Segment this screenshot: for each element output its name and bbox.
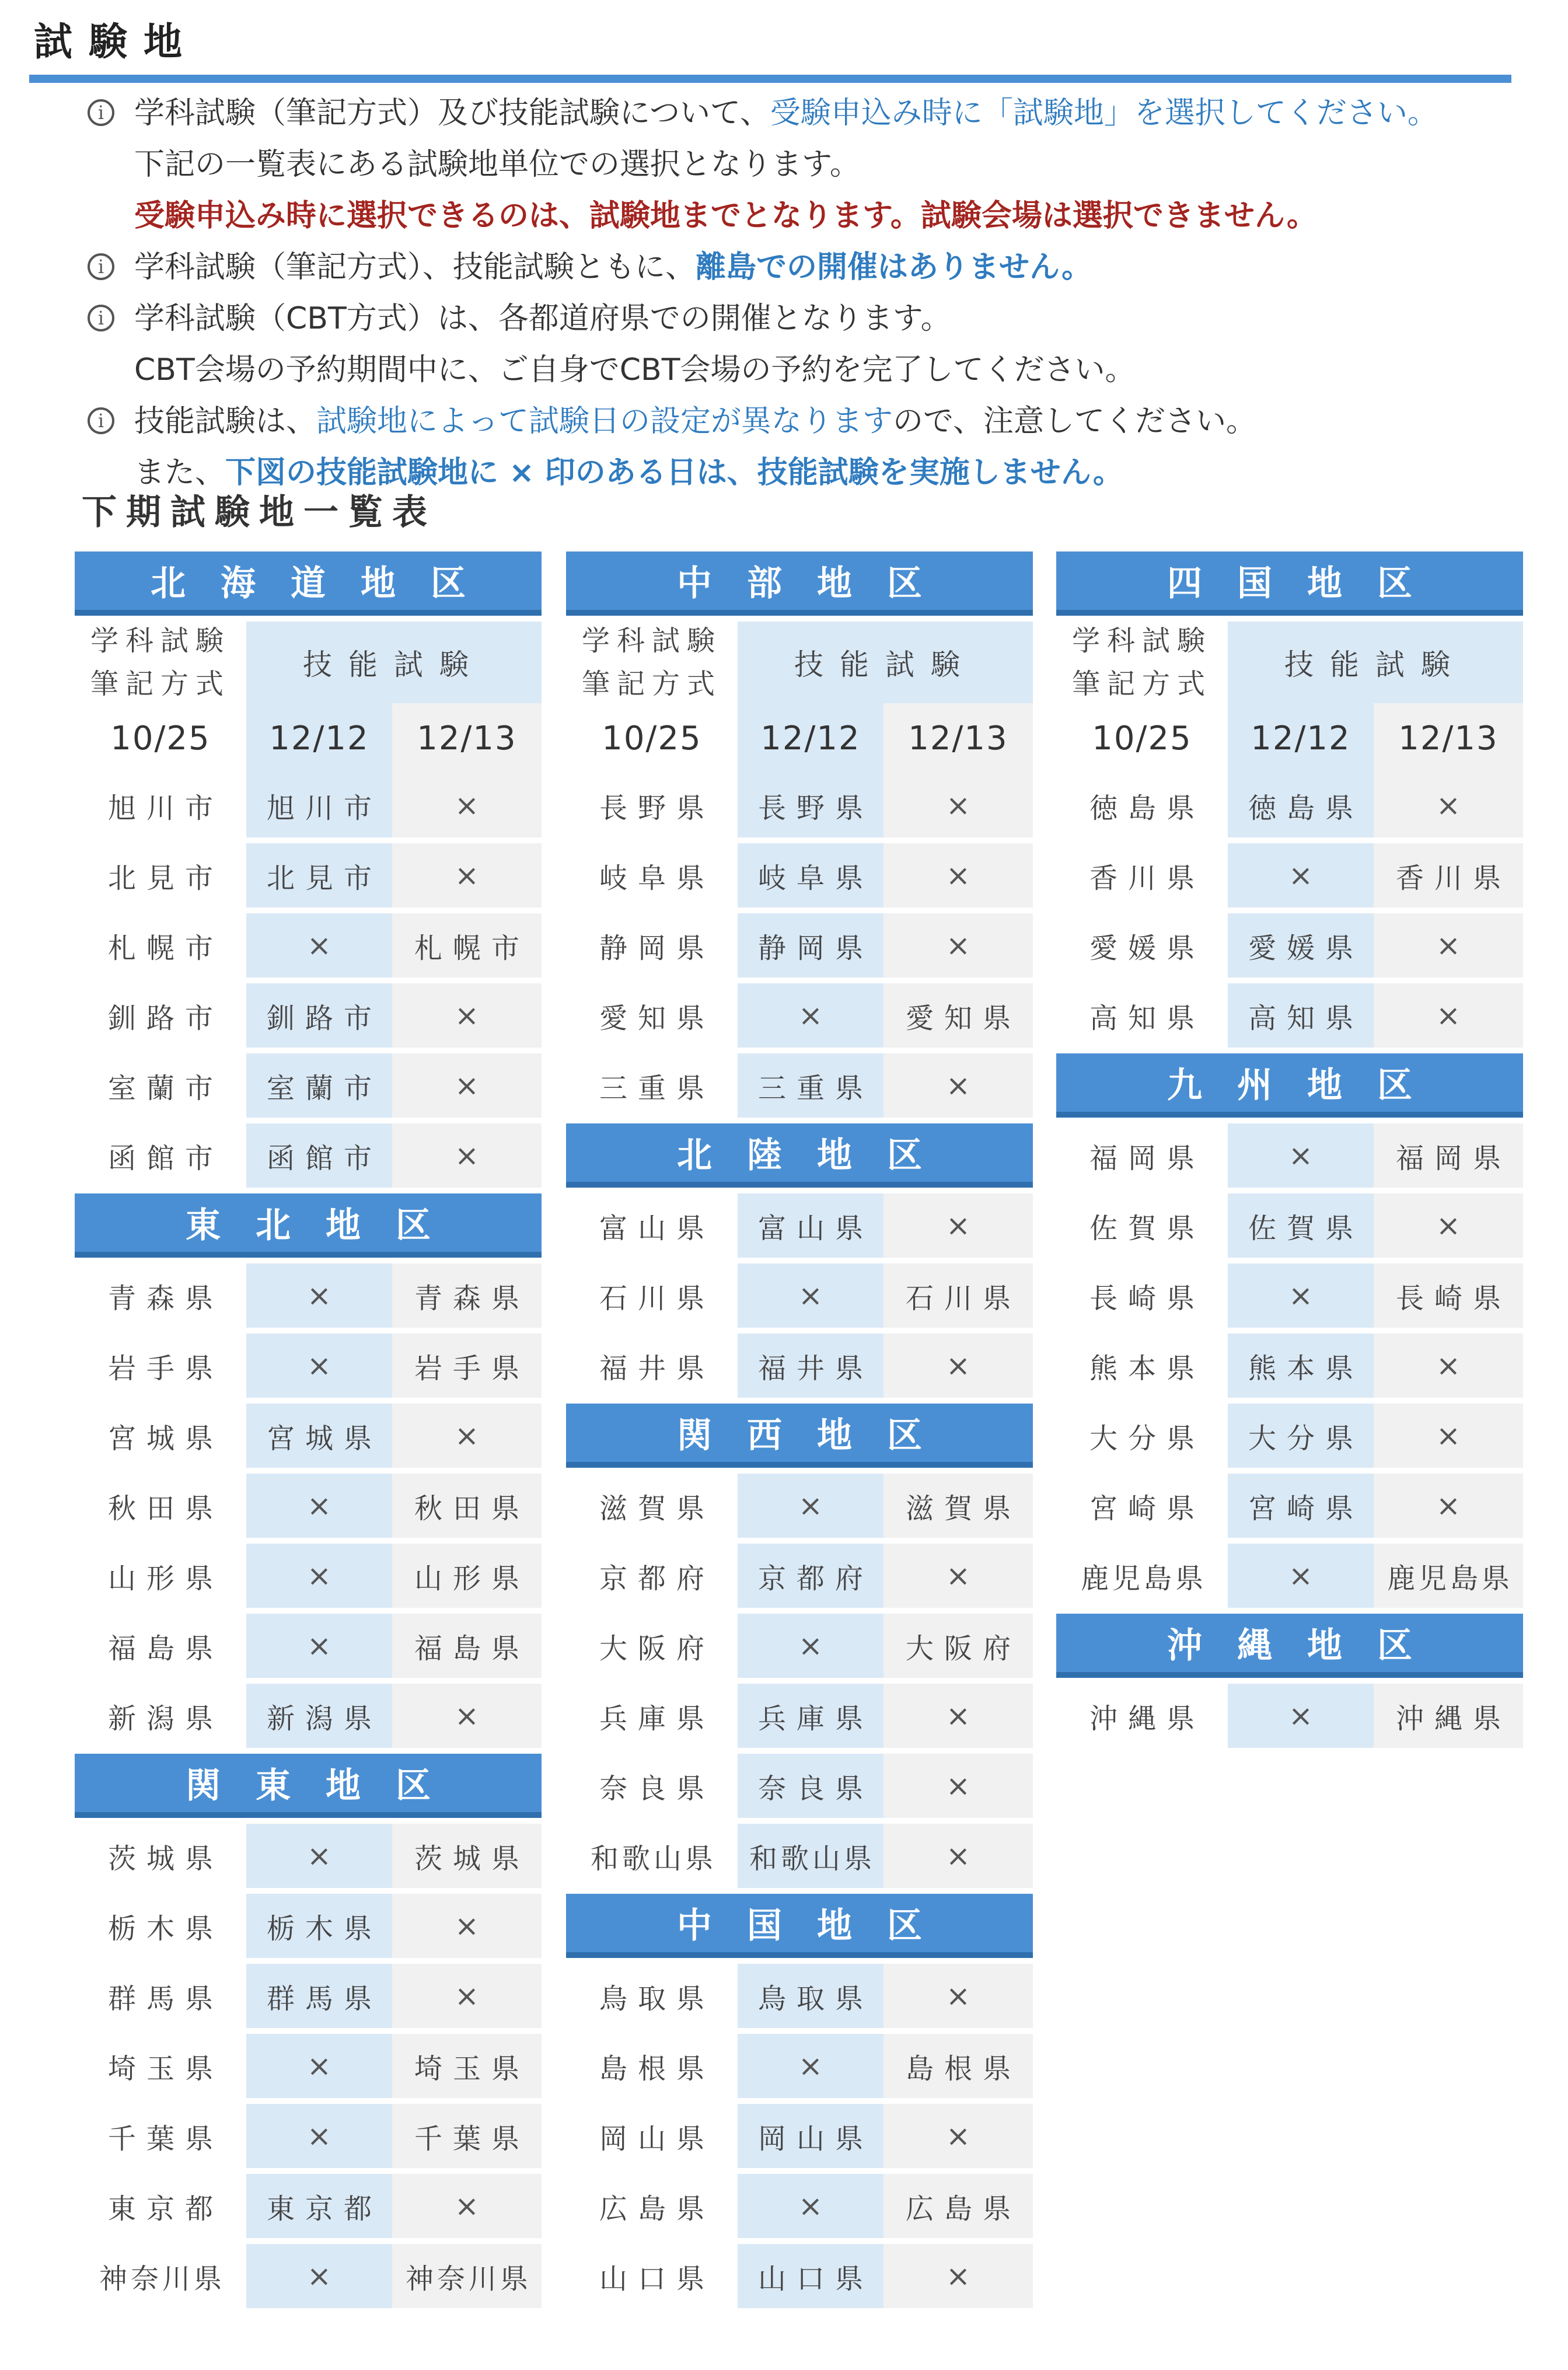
- written-method-label: 筆記方式: [90, 668, 231, 700]
- not-held-mark: ×: [1228, 1263, 1374, 1328]
- venue-cell: 大分県: [1228, 1404, 1374, 1468]
- region-header: 四国地区: [1056, 552, 1523, 616]
- table-row: [566, 2174, 1033, 2244]
- not-held-mark: ×: [392, 773, 542, 837]
- table-row: [1056, 913, 1523, 983]
- not-held-mark: ×: [246, 1334, 392, 1398]
- not-held-mark: ×: [738, 1263, 883, 1328]
- note-text: 学科試験（CBT方式）は、各都道府県での開催となります。: [134, 301, 951, 336]
- written-exam-label: 学科試験: [581, 624, 722, 657]
- venue-cell: 岡山県: [566, 2104, 738, 2168]
- note-text: 学科試験（筆記方式）、技能試験ともに、: [134, 250, 696, 285]
- date-cell: 12/13: [392, 703, 542, 773]
- venue-cell: 岐阜県: [738, 843, 883, 907]
- venue-cell: 東京都: [246, 2174, 392, 2238]
- venue-cell: 長野県: [566, 773, 738, 837]
- venue-cell: 鹿児島県: [1056, 1544, 1228, 1608]
- venue-cell: 長崎県: [1056, 1263, 1228, 1328]
- venue-cell: 茨城県: [392, 1824, 542, 1888]
- note-text: 受験申込み時に選択できるのは、試験地までとなります。試験会場は選択できません。: [134, 198, 1317, 233]
- venue-cell: 山形県: [75, 1544, 246, 1608]
- skill-exam-header: 技能試験: [246, 622, 542, 703]
- venue-cell: 東京都: [75, 2174, 246, 2238]
- notes-list: [82, 88, 1529, 498]
- venue-cell: 宮城県: [75, 1404, 246, 1468]
- table-row: [75, 1263, 542, 1334]
- date-cell: 12/13: [883, 703, 1033, 773]
- venue-cell: 千葉県: [392, 2104, 542, 2168]
- table-row: [75, 1474, 542, 1544]
- note-line: [134, 396, 1529, 447]
- table-row: [75, 2244, 542, 2314]
- not-held-mark: ×: [392, 983, 542, 1048]
- venue-cell: 奈良県: [738, 1754, 883, 1818]
- not-held-mark: ×: [246, 2034, 392, 2098]
- table-row: [75, 843, 542, 913]
- not-held-mark: ×: [1374, 773, 1523, 837]
- not-held-mark: ×: [1228, 1684, 1374, 1748]
- venue-cell: 北見市: [246, 843, 392, 907]
- not-held-mark: ×: [883, 1544, 1033, 1608]
- date-cell: 10/25: [566, 703, 738, 773]
- title-underline: [29, 75, 1511, 83]
- venue-cell: 香川県: [1056, 843, 1228, 907]
- table-header: [75, 622, 542, 703]
- not-held-mark: ×: [883, 1824, 1033, 1888]
- venue-cell: 静岡県: [566, 913, 738, 978]
- table-row: [75, 913, 542, 983]
- not-held-mark: ×: [883, 843, 1033, 907]
- not-held-mark: ×: [246, 2104, 392, 2168]
- table-row: [566, 983, 1033, 1053]
- table-row: [566, 1474, 1033, 1544]
- venue-cell: 新潟県: [75, 1684, 246, 1748]
- written-exam-label: 学科試験: [90, 624, 231, 657]
- note-line: [134, 344, 1529, 396]
- region-header: 九州地区: [1056, 1053, 1523, 1118]
- venue-cell: 旭川市: [75, 773, 246, 837]
- not-held-mark: ×: [738, 1474, 883, 1538]
- date-cell: 12/13: [1374, 703, 1523, 773]
- venue-cell: 山口県: [738, 2244, 883, 2308]
- not-held-mark: ×: [392, 1964, 542, 2028]
- venue-cell: 京都府: [566, 1544, 738, 1608]
- venue-cell: 新潟県: [246, 1684, 392, 1748]
- venue-cell: 栃木県: [75, 1894, 246, 1958]
- venue-cell: 福井県: [738, 1334, 883, 1398]
- table-row: [75, 1404, 542, 1474]
- venue-cell: 福岡県: [1056, 1123, 1228, 1188]
- venue-cell: 和歌山県: [738, 1824, 883, 1888]
- table-row: [566, 1544, 1033, 1614]
- not-held-mark: ×: [883, 1334, 1033, 1398]
- not-held-mark: ×: [246, 1824, 392, 1888]
- table-row: [75, 2104, 542, 2174]
- skill-exam-header: 技能試験: [1228, 622, 1523, 703]
- venue-cell: 山口県: [566, 2244, 738, 2308]
- table-row: [75, 1824, 542, 1894]
- table-row: [566, 2034, 1033, 2104]
- written-exam-header: [1056, 622, 1228, 703]
- venue-cell: 函館市: [75, 1123, 246, 1188]
- table-row: [75, 1123, 542, 1193]
- venue-cell: 三重県: [738, 1053, 883, 1118]
- date-cell: 10/25: [1056, 703, 1228, 773]
- note-line: [134, 88, 1529, 139]
- not-held-mark: ×: [1374, 1334, 1523, 1398]
- venue-cell: 愛媛県: [1056, 913, 1228, 978]
- not-held-mark: ×: [1228, 1544, 1374, 1608]
- not-held-mark: ×: [1228, 1123, 1374, 1188]
- venue-cell: 千葉県: [75, 2104, 246, 2168]
- region-header: 中部地区: [566, 552, 1033, 616]
- venue-cell: 熊本県: [1228, 1334, 1374, 1398]
- table-row: [1056, 1263, 1523, 1334]
- table-row: [1056, 983, 1523, 1053]
- not-held-mark: ×: [246, 1544, 392, 1608]
- date-row: [1056, 703, 1523, 773]
- venue-cell: 兵庫県: [738, 1684, 883, 1748]
- venue-cell: 秋田県: [75, 1474, 246, 1538]
- venue-cell: 秋田県: [392, 1474, 542, 1538]
- table-row: [566, 1053, 1033, 1123]
- table-row: [1056, 1684, 1523, 1754]
- not-held-mark: ×: [246, 1614, 392, 1678]
- venue-cell: 宮崎県: [1228, 1474, 1374, 1538]
- region-header: 北海道地区: [75, 552, 542, 616]
- date-row: [75, 703, 542, 773]
- not-held-mark: ×: [246, 1474, 392, 1538]
- not-held-mark: ×: [392, 1894, 542, 1958]
- venue-cell: 長野県: [738, 773, 883, 837]
- venue-cell: 大分県: [1056, 1404, 1228, 1468]
- not-held-mark: ×: [883, 1684, 1033, 1748]
- date-cell: 12/12: [246, 703, 392, 773]
- venue-cell: 高知県: [1056, 983, 1228, 1048]
- region-header: 東北地区: [75, 1193, 542, 1258]
- written-method-label: 筆記方式: [1071, 668, 1212, 700]
- venue-cell: 岐阜県: [566, 843, 738, 907]
- not-held-mark: ×: [738, 2174, 883, 2238]
- note-text: 離島での開催はありません。: [696, 250, 1092, 285]
- venue-cell: 静岡県: [738, 913, 883, 978]
- venue-cell: 高知県: [1228, 983, 1374, 1048]
- schedule-table-title: 下期試験地一覧表: [82, 492, 436, 533]
- not-held-mark: ×: [883, 2244, 1033, 2308]
- venue-cell: 山形県: [392, 1544, 542, 1608]
- table-row: [566, 1614, 1033, 1684]
- note-text: 下図の技能試験地に × 印のある日は、技能試験を実施しません。: [225, 455, 1123, 490]
- skill-exam-header: 技能試験: [738, 622, 1033, 703]
- note-link[interactable]: 受験申込み時に「試験地」を選択してください。: [770, 96, 1438, 131]
- table-row: [566, 1193, 1033, 1263]
- table-row: [75, 2174, 542, 2244]
- table-row: [75, 1053, 542, 1123]
- venue-cell: 滋賀県: [566, 1474, 738, 1538]
- written-exam-label: 学科試験: [1071, 624, 1212, 657]
- table-row: [566, 1824, 1033, 1894]
- table-column-3: [1056, 552, 1523, 1754]
- note-item: [82, 88, 1529, 242]
- venue-cell: 徳島県: [1228, 773, 1374, 837]
- table-row: [566, 1684, 1033, 1754]
- note-line: [134, 293, 1529, 344]
- not-held-mark: ×: [392, 1684, 542, 1748]
- not-held-mark: ×: [1374, 1193, 1523, 1258]
- venue-cell: 鹿児島県: [1374, 1544, 1523, 1608]
- not-held-mark: ×: [392, 1404, 542, 1468]
- venue-cell: 福井県: [566, 1334, 738, 1398]
- venue-cell: 札幌市: [392, 913, 542, 978]
- table-row: [1056, 1123, 1523, 1193]
- note-text: 下記の一覧表にある試験地単位での選択となります。: [134, 147, 860, 182]
- region-header: 関東地区: [75, 1754, 542, 1818]
- not-held-mark: ×: [392, 1053, 542, 1118]
- table-header: [566, 622, 1033, 703]
- venue-cell: 徳島県: [1056, 773, 1228, 837]
- not-held-mark: ×: [883, 1053, 1033, 1118]
- venue-cell: 神奈川県: [392, 2244, 542, 2308]
- date-cell: 12/12: [1228, 703, 1374, 773]
- venue-cell: 滋賀県: [883, 1474, 1033, 1538]
- not-held-mark: ×: [883, 773, 1033, 837]
- table-row: [566, 1754, 1033, 1824]
- region-header: 沖縄地区: [1056, 1614, 1523, 1678]
- not-held-mark: ×: [1374, 1404, 1523, 1468]
- table-row: [75, 1964, 542, 2034]
- table-row: [566, 773, 1033, 843]
- table-row: [75, 1334, 542, 1404]
- not-held-mark: ×: [246, 1263, 392, 1328]
- table-row: [75, 1684, 542, 1754]
- table-row: [75, 1614, 542, 1684]
- written-method-label: 筆記方式: [581, 668, 722, 700]
- venue-cell: 岩手県: [392, 1334, 542, 1398]
- table-header: [1056, 622, 1523, 703]
- not-held-mark: ×: [1374, 983, 1523, 1048]
- venue-cell: 室蘭市: [246, 1053, 392, 1118]
- venue-cell: 三重県: [566, 1053, 738, 1118]
- not-held-mark: ×: [738, 1614, 883, 1678]
- venue-cell: 熊本県: [1056, 1334, 1228, 1398]
- venue-cell: 岡山県: [738, 2104, 883, 2168]
- not-held-mark: ×: [738, 983, 883, 1048]
- note-line: [134, 190, 1529, 242]
- not-held-mark: ×: [392, 2174, 542, 2238]
- venue-cell: 室蘭市: [75, 1053, 246, 1118]
- venue-cell: 佐賀県: [1228, 1193, 1374, 1258]
- venue-cell: 北見市: [75, 843, 246, 907]
- venue-cell: 宮城県: [246, 1404, 392, 1468]
- venue-cell: 茨城県: [75, 1824, 246, 1888]
- not-held-mark: ×: [1374, 913, 1523, 978]
- venue-cell: 愛媛県: [1228, 913, 1374, 978]
- date-cell: 12/12: [738, 703, 883, 773]
- note-item: [82, 396, 1529, 498]
- venue-cell: 愛知県: [883, 983, 1033, 1048]
- note-text: 学科試験（筆記方式）及び技能試験について、: [134, 96, 770, 131]
- table-row: [566, 913, 1033, 983]
- venue-cell: 和歌山県: [566, 1824, 738, 1888]
- table-row: [1056, 843, 1523, 913]
- not-held-mark: ×: [246, 2244, 392, 2308]
- table-row: [1056, 1334, 1523, 1404]
- not-held-mark: ×: [883, 1193, 1033, 1258]
- note-text: CBT会場の予約期間中に、ご自身でCBT会場の予約を完了してください。: [134, 352, 1136, 388]
- venue-cell: 佐賀県: [1056, 1193, 1228, 1258]
- venue-cell: 広島県: [883, 2174, 1033, 2238]
- venue-cell: 富山県: [738, 1193, 883, 1258]
- venue-cell: 神奈川県: [75, 2244, 246, 2308]
- venue-cell: 札幌市: [75, 913, 246, 978]
- region-header: 北陸地区: [566, 1123, 1033, 1188]
- info-icon: i: [88, 99, 114, 126]
- venue-cell: 青森県: [75, 1263, 246, 1328]
- venue-cell: 兵庫県: [566, 1684, 738, 1748]
- date-row: [566, 703, 1033, 773]
- note-line: [134, 139, 1529, 190]
- note-item: [82, 293, 1529, 396]
- table-row: [75, 1894, 542, 1964]
- note-text: ので、注意してください。: [893, 404, 1256, 439]
- written-exam-header: [566, 622, 738, 703]
- table-row: [1056, 1404, 1523, 1474]
- venue-cell: 大阪府: [566, 1614, 738, 1678]
- venue-cell: 群馬県: [246, 1964, 392, 2028]
- venue-cell: 愛知県: [566, 983, 738, 1048]
- table-row: [566, 1263, 1033, 1334]
- venue-cell: 釧路市: [75, 983, 246, 1048]
- not-held-mark: ×: [883, 1964, 1033, 2028]
- not-held-mark: ×: [246, 913, 392, 978]
- not-held-mark: ×: [883, 913, 1033, 978]
- venue-cell: 京都府: [738, 1544, 883, 1608]
- venue-cell: 埼玉県: [392, 2034, 542, 2098]
- table-row: [75, 2034, 542, 2104]
- table-row: [1056, 1193, 1523, 1263]
- venue-cell: 島根県: [883, 2034, 1033, 2098]
- table-column-1: [75, 552, 542, 2314]
- table-row: [75, 1544, 542, 1614]
- info-icon: i: [88, 305, 114, 331]
- written-exam-header: [75, 622, 246, 703]
- venue-cell: 群馬県: [75, 1964, 246, 2028]
- not-held-mark: ×: [1228, 843, 1374, 907]
- table-row: [75, 983, 542, 1053]
- venue-cell: 大阪府: [883, 1614, 1033, 1678]
- not-held-mark: ×: [883, 1754, 1033, 1818]
- venue-cell: 香川県: [1374, 843, 1523, 907]
- note-text: 技能試験は、: [134, 404, 317, 439]
- table-row: [566, 1334, 1033, 1404]
- venue-cell: 沖縄県: [1056, 1684, 1228, 1748]
- venue-cell: 岩手県: [75, 1334, 246, 1398]
- venue-cell: 鳥取県: [738, 1964, 883, 2028]
- venue-cell: 鳥取県: [566, 1964, 738, 2028]
- info-icon: i: [88, 253, 114, 280]
- info-icon: i: [88, 407, 114, 434]
- region-header: 中国地区: [566, 1894, 1033, 1958]
- table-row: [1056, 1474, 1523, 1544]
- venue-cell: 島根県: [566, 2034, 738, 2098]
- venue-cell: 宮崎県: [1056, 1474, 1228, 1538]
- table-column-2: [566, 552, 1033, 2314]
- venue-cell: 福島県: [75, 1614, 246, 1678]
- venue-cell: 福岡県: [1374, 1123, 1523, 1188]
- date-cell: 10/25: [75, 703, 246, 773]
- venue-cell: 石川県: [883, 1263, 1033, 1328]
- venue-cell: 青森県: [392, 1263, 542, 1328]
- note-text: また、: [134, 455, 226, 490]
- venue-cell: 埼玉県: [75, 2034, 246, 2098]
- venue-cell: 富山県: [566, 1193, 738, 1258]
- table-row: [566, 2244, 1033, 2314]
- region-header: 関西地区: [566, 1404, 1033, 1468]
- venue-cell: 栃木県: [246, 1894, 392, 1958]
- venue-cell: 函館市: [246, 1123, 392, 1188]
- table-row: [566, 2104, 1033, 2174]
- venue-cell: 釧路市: [246, 983, 392, 1048]
- venue-cell: 沖縄県: [1374, 1684, 1523, 1748]
- not-held-mark: ×: [392, 1123, 542, 1188]
- not-held-mark: ×: [1374, 1474, 1523, 1538]
- page-title: 試験地: [34, 19, 198, 64]
- venue-cell: 旭川市: [246, 773, 392, 837]
- venue-cell: 広島県: [566, 2174, 738, 2238]
- not-held-mark: ×: [883, 2104, 1033, 2168]
- note-link[interactable]: 試験地によって試験日の設定が異なります: [316, 404, 893, 439]
- venue-cell: 石川県: [566, 1263, 738, 1328]
- table-row: [566, 1964, 1033, 2034]
- note-item: [82, 242, 1529, 293]
- table-row: [1056, 1544, 1523, 1614]
- table-row: [75, 773, 542, 843]
- not-held-mark: ×: [738, 2034, 883, 2098]
- table-row: [566, 843, 1033, 913]
- venue-cell: 長崎県: [1374, 1263, 1523, 1328]
- venue-cell: 福島県: [392, 1614, 542, 1678]
- note-line: [134, 242, 1529, 293]
- venue-cell: 奈良県: [566, 1754, 738, 1818]
- not-held-mark: ×: [392, 843, 542, 907]
- table-row: [1056, 773, 1523, 843]
